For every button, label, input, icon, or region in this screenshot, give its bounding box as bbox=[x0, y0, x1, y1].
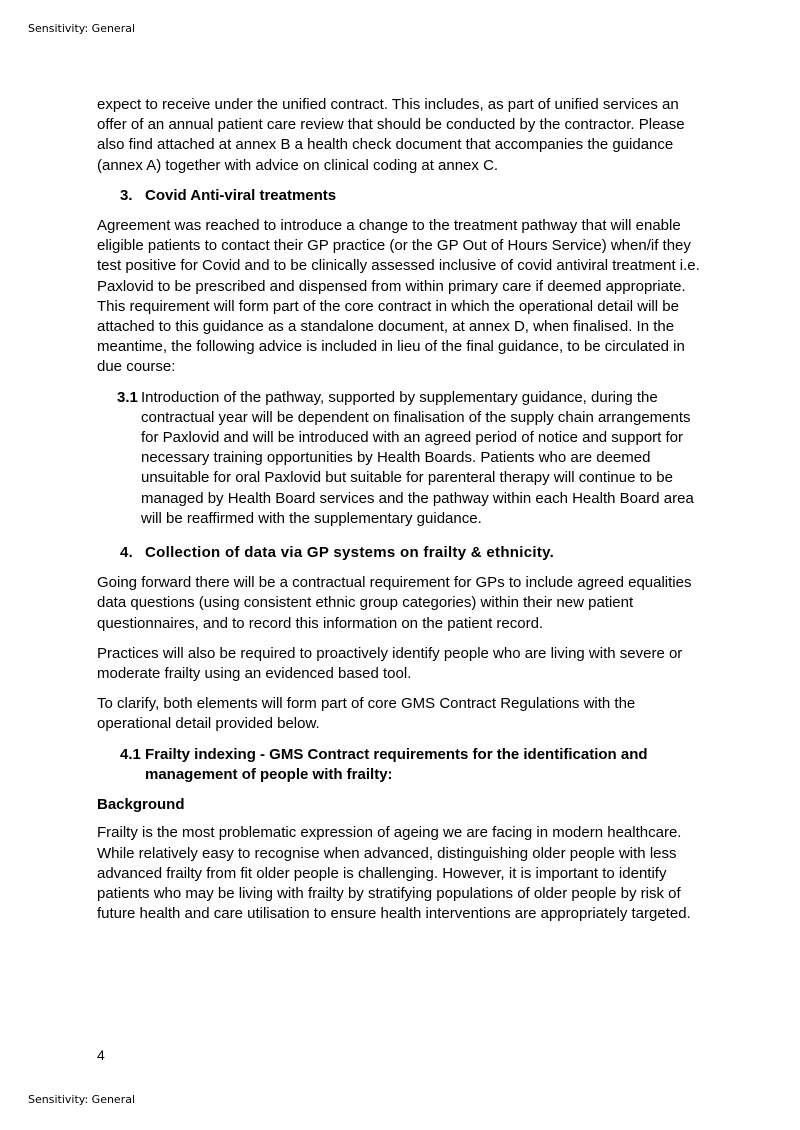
background-paragraph: Frailty is the most problematic expression of ageing we are facing in modern healthcare. While relatively easy to recognise when advanced, distinguishing older people with less advanced frailty from fit older people is challenging. However, it is important to identify patients who may be living with frailty by stratifying populations of older people by risk of future health and care utilisation to ensure health interventions are appropriately targeted. bbox=[97, 824, 691, 923]
section-3-paragraph: Agreement was reached to introduce a change to the treatment pathway that will enable eligible patients to contact their GP practice (or the GP Out of Hours Service) when/if they test positive for Covid and to be clinically assessed inclusive of covid antiviral treatment i.e. Paxlovid to be prescribed and dispensed from within primary care if deemed appropriate. This requirement will form part of the core contract in which the operational detail will be attached to this guidance as a standalone document, at annex D, when finalised. In the meantime, the following advice is included in lieu of the final guidance, to be circulated in due course: bbox=[97, 217, 700, 376]
section-4-heading bbox=[97, 543, 707, 563]
section-4-paragraph-1: Going forward there will be a contractual requirement for GPs to include agreed equalities data questions (using consistent ethnic group categories) within their new patient questionnaires, and to record this information on the patient record. bbox=[97, 574, 692, 632]
section-4-1-heading bbox=[97, 745, 707, 785]
section-4-paragraph-2: Practices will also be required to proactively identify people who are living with severe or moderate frailty using an evidenced based tool. bbox=[97, 644, 683, 683]
section-3-1-item bbox=[97, 388, 707, 529]
section-3-title: Covid Anti-viral treatments bbox=[145, 186, 337, 204]
document-body bbox=[97, 95, 707, 934]
section-3-heading bbox=[97, 186, 707, 206]
page-number: 4 bbox=[97, 1047, 105, 1063]
section-3-1-number: 3.1 bbox=[117, 388, 138, 406]
section-3-number: 3. bbox=[120, 186, 133, 204]
section-4-title: Collection of data via GP systems on frailty & ethnicity. bbox=[145, 544, 555, 562]
sensitivity-label-header: Sensitivity: General bbox=[28, 22, 136, 35]
intro-paragraph: expect to receive under the unified contract. This includes, as part of unified services an offer of an annual patient care review that should be conducted by the contractor. Please also find attached at annex B a health check document that accompanies the guidance (annex A) together with advice on clinical coding at annex C. bbox=[97, 96, 685, 174]
section-4-1-number: 4.1 bbox=[120, 745, 141, 763]
section-4-paragraph-3: To clarify, both elements will form part of core GMS Contract Regulations with the operational detail provided below. bbox=[97, 695, 636, 733]
background-heading: Background bbox=[97, 796, 185, 814]
section-4-number: 4. bbox=[120, 544, 134, 562]
section-4-1-title: Frailty indexing - GMS Contract requirements for the identification and management of people with frailty: bbox=[145, 745, 648, 783]
section-3-1-text: Introduction of the pathway, supported by supplementary guidance, during the contractual year will be dependent on finalisation of the supply chain arrangements for Paxlovid and will be introduced with an agreed period of notice and support for necessary training opportunities by Health Boards. Patients who are deemed unsuitable for oral Paxlovid but suitable for parenteral therapy will continue to be managed by Health Board services and the pathway within each Health Board area will be reaffirmed with the supplementary guidance. bbox=[141, 388, 694, 527]
sensitivity-label-footer: Sensitivity: General bbox=[28, 1093, 136, 1106]
